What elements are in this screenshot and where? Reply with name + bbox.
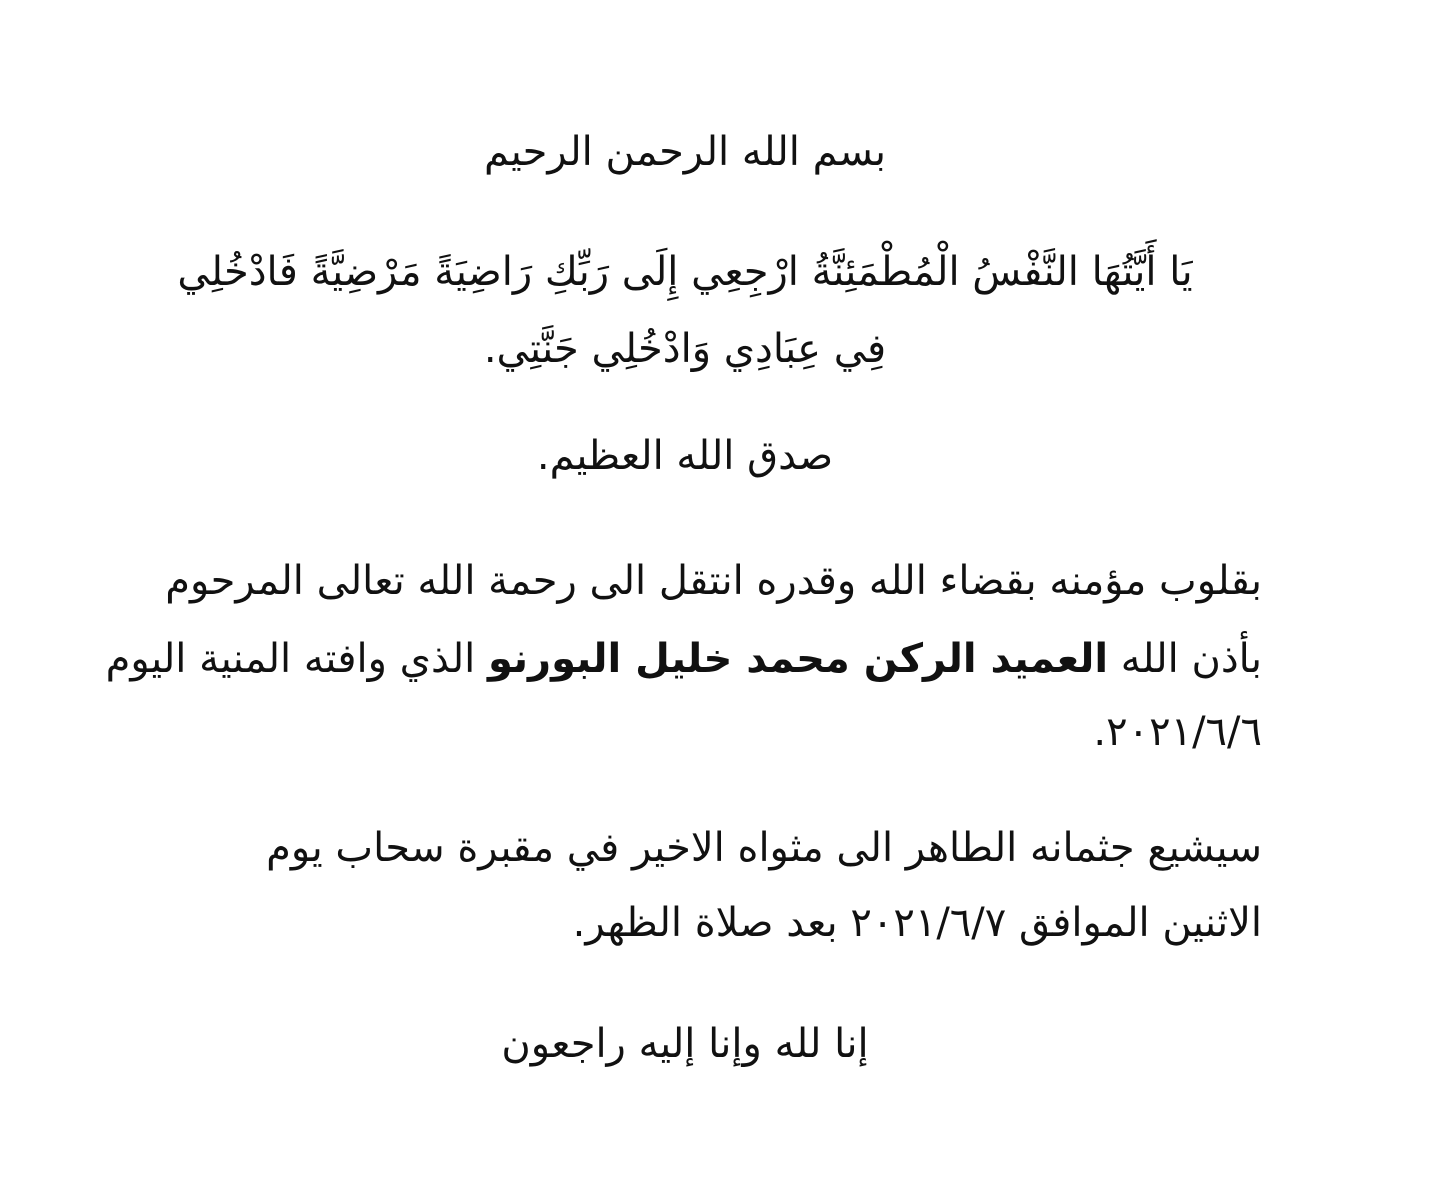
- announcement-line-1: بقلوب مؤمنه بقضاء الله وقدره انتقل الى رحمة الله تعالى المرحوم: [165, 558, 1262, 604]
- basmala: بسم الله الرحمن الرحيم: [483, 129, 887, 175]
- announcement-line-2-before: بأذن الله: [1108, 636, 1262, 682]
- funeral-line-1: سيشيع جثمانه الطاهر الى مثواه الاخير في مقبرة سحاب يوم: [266, 825, 1262, 871]
- verse-line-2: فِي عِبَادِي وَادْخُلِي جَنَّتِي.: [483, 326, 887, 372]
- deceased-name: العميد الركن محمد خليل البورنو: [487, 636, 1109, 682]
- funeral-line-2: الاثنين الموافق ٢٠٢١/٦/٧ بعد صلاة الظهر.: [572, 900, 1262, 946]
- verse-line-1: يَا أَيَّتُهَا النَّفْسُ الْمُطْمَئِنَّةُ ارْجِعِي إِلَى رَبِّكِ رَاضِيَةً مَرْضِيَّةً فَادْخُلِي: [177, 249, 1193, 295]
- closing-phrase: إنا لله وإنا إليه راجعون: [501, 1021, 869, 1067]
- death-date: ٢٠٢١/٦/٦.: [1093, 709, 1262, 755]
- announcement-line-2: [106, 631, 1262, 687]
- verse-closing: صدق الله العظيم.: [536, 433, 834, 479]
- announcement-line-2-after: الذي وافته المنية اليوم: [105, 636, 488, 682]
